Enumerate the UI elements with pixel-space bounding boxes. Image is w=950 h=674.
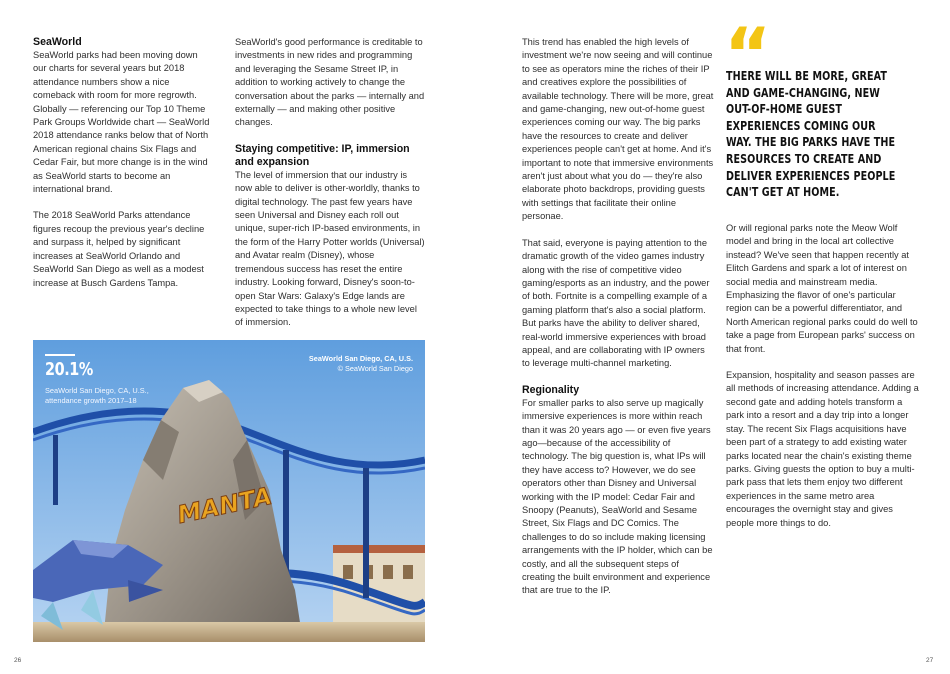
stat-value: 20.1% — [45, 359, 93, 380]
right-column-1 — [522, 36, 714, 598]
paragraph: The 2018 SeaWorld Parks attendance figures recoup the previous year's decline and surpass it, helped by significant increases at SeaWorld Orlando and SeaWorld San Diego as well as a modest increase at Busch Gardens Tampa. — [33, 210, 205, 288]
section-heading-regionality: Regionality — [522, 383, 580, 396]
paragraph: For smaller parks to also serve up magically immersive experiences is more within reach than it was 20 years ago — or even five years ago—because of the accessibility of technology. The big question is, what IPs will they have access to? However, we do see operators other than Disney and Universal working with the IP model: Cedar Fair and Snoopy (Peanuts), SeaWorld and Sesame Street, Six Flags and DC Comics. The challenges to do so include making licensing arrangements with the IP holder, which can be costly, and all the subsequent steps of creating the built environment and experience that are true to the IP. — [522, 397, 713, 596]
caption-title: SeaWorld San Diego, CA, U.S. — [308, 354, 413, 363]
paragraph: Expansion, hospitality and season passes are all methods of increasing attendance. Adding a second gate and adding hotels transform a park into a resort and a day trip into a longer stay. The recent Six Flags acquisitions have been part of a strategy to add existing water parks located near the chain's existing theme parks. Giving guests the option to buy a multi-park pass that lets them enjoy two different experiences in the same metro area encourages the overnight stay and gives people more things to do. — [726, 370, 919, 528]
paragraph: Or will regional parks note the Meow Wolf model and bring in the local art collective instead? We've seen that happen recently at Elitch Gardens and spark a lot of interest on social media and mainstream media. Emphasizing the flavor of one's particular region can be a powerful differentiator, and North American regional parks could do well to take a page from European parks' success on that front. — [726, 223, 918, 354]
section-heading-seaworld: SeaWorld — [33, 36, 82, 48]
left-column-2 — [235, 36, 425, 330]
quote-mark-icon: “ — [724, 12, 772, 96]
left-column-1 — [33, 36, 213, 290]
stat-label: SeaWorld San Diego, CA, U.S., attendance growth 2017–18 — [45, 386, 149, 405]
paragraph: SeaWorld's good performance is creditable to investments in new rides and programming and leveraging the Sesame Street IP, in addition to working actively to change the conversation about the parks — internally and externally — and making other positive changes. — [235, 37, 425, 128]
page-number-left: 26 — [14, 657, 22, 664]
paragraph: This trend has enabled the high levels of investment we're now seeing and will continue to see as operators mine the riches of their IP and creatives explore the possibilities of available technology. There will be more, great and game-changing, new out-of-home guest experiences coming our way. The big parks have the resources to create and deliver experiences people can't get at home. And it's important to note that immersive environments aren't just about what you do — they're also elaborate photo backdrops, providing guests with settings that facilitate their online personae. — [522, 37, 714, 222]
paragraph: The level of immersion that our industry is now able to deliver is other-worldly, thanks to digital technology. The past few years have seen Universal and Disney each roll out unique, super-rich IP-based environments, in the form of the Harry Potter worlds (Universal) and Avatar realm (Disney), whose tremendous success has reset the entire industry. Looking forward, Disney's soon-to-open Star Wars: Galaxy's Edge lands are expected to take things to a whole new level of immersion. — [235, 169, 425, 328]
page-number-right: 27 — [926, 657, 934, 664]
caption-credit: © SeaWorld San Diego — [337, 363, 413, 373]
stat-rule — [45, 354, 75, 356]
right-column-2 — [726, 222, 920, 530]
photo-caption — [309, 354, 413, 373]
paragraph: SeaWorld parks had been moving down our charts for several years but 2018 attendance numbers show a nice comeback with room for more regrowth. Globally — referencing our Top 10 Theme Park Groups Worldwide chart — SeaWorld 2018 attendance ranks below that of North American regional chains Six Flags and Cedar Fair, but more change is in the wind as SeaWorld starts to become an international brand. — [33, 50, 210, 195]
manta-coaster-photo — [33, 340, 425, 642]
paragraph: That said, everyone is paying attention to the dramatic growth of the video games industry along with the rise of competitive video gaming/esports as an industry, and the power of both. Fortnite is a compelling example of a gaming platform that's also a social platform. But parks have the ability to deliver shared, real-world immersive experiences with broad appeal, and are collaborating with IP owners to leverage multi-channel marketing. — [522, 237, 710, 369]
section-heading-staying-competitive: Staying competitive: IP, immersion and expansion — [235, 142, 410, 168]
pull-quote: THERE WILL BE MORE, GREAT AND GAME-CHANGING, NEW OUT-OF-HOME GUEST EXPERIENCES COMING OUR WAY. THE BIG PARKS HAVE THE RESOURCES TO CREATE AND DELIVER EXPERIENCES PEOPLE CAN'T GET AT HOME. — [726, 68, 896, 200]
manta-sign: MANTA — [174, 481, 275, 530]
